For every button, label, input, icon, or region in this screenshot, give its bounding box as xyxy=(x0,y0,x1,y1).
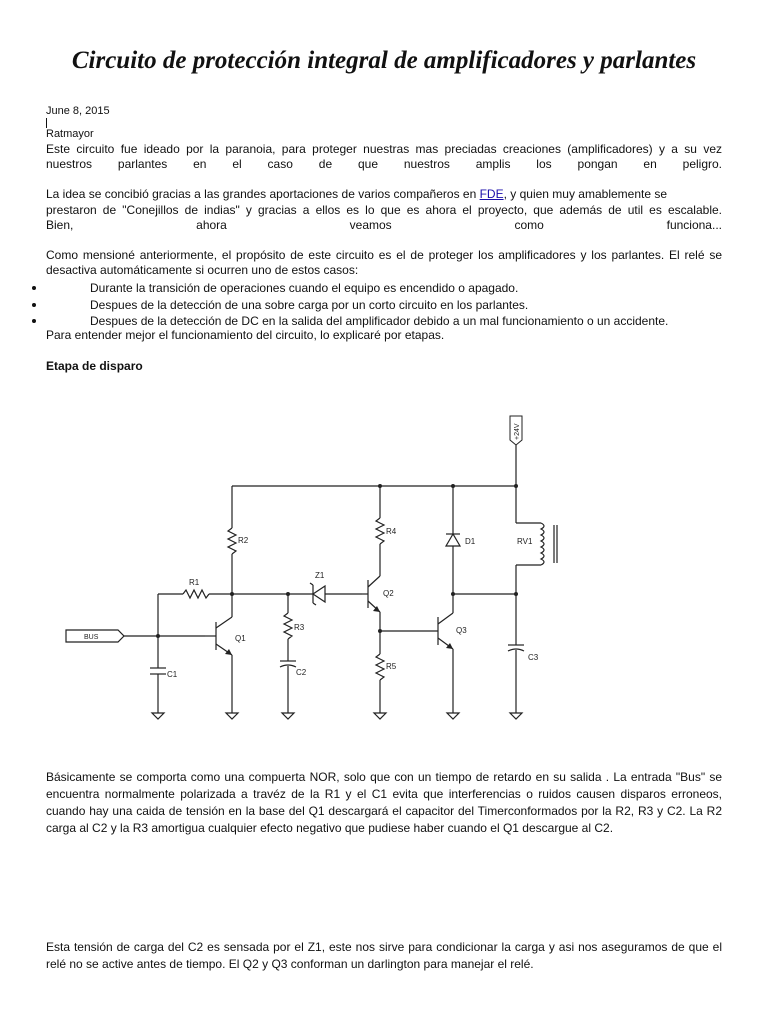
label-r2: R2 xyxy=(238,536,249,545)
para4: Para entender mejor el funcionamiento del circuito, lo explicaré por etapas. xyxy=(46,328,445,342)
post-author[interactable]: Ratmayor xyxy=(46,128,94,140)
para6: Esta tensión de carga del C2 es sensada por el Z1, este nos sirve para condicionar la carga y asi nos aseguramos de que el relé no se active antes de tiempo. El Q2 y Q3 conforman un darlington para manejar el relé. xyxy=(46,940,722,971)
label-c3: C3 xyxy=(528,653,539,662)
para3-line-1: Como mensioné anteriormente, el propósito de este circuito es el de proteger los amplificadores y los parlantes. El relé se xyxy=(46,248,722,262)
para2-line-1 xyxy=(46,187,722,203)
label-rv1: RV1 xyxy=(517,537,533,546)
conditions-list xyxy=(32,280,722,330)
list-item-text: Despues de la detección de una sobre carga por un corto circuito en los parlantes. xyxy=(90,297,529,312)
list-item xyxy=(32,280,722,297)
para2-text-post: , y quien muy amablemente se xyxy=(503,187,668,201)
circuit-junctions xyxy=(156,484,518,638)
label-q1: Q1 xyxy=(235,634,246,643)
article-title: Circuito de protección integral de amplificadores y parlantes xyxy=(71,47,697,74)
para5: Básicamente se comporta como una compuerta NOR, solo que con un tiempo de retardo en su salida . La entrada "Bus" se encuentra normalmente polarizada a travéz de la R1 y el C1 evita que interferencias o ruidos causen disparos erroneos, cuando hay una caida de tensión en la base del Q1 descargará el capacitor del Timerconformados por la R2, R3 y C2. La R2 carga al C2 y la R3 amortigua cualquier efecto negativo que pudiese haber cuando el Q1 descargue al C2. xyxy=(46,770,722,835)
para3-line-2: desactiva automáticamente si ocurren uno de estos casos: xyxy=(46,263,359,277)
label-c1: C1 xyxy=(167,670,178,679)
bullet-icon xyxy=(32,319,36,323)
label-z1: Z1 xyxy=(315,571,325,580)
circuit-wires xyxy=(66,445,557,719)
bus-label: BUS xyxy=(84,634,99,641)
circuit-schematic xyxy=(0,395,768,735)
para2-line-3: Bien, ahora veamos como funciona... xyxy=(46,218,722,232)
label-c2: C2 xyxy=(296,668,307,677)
bullet-icon xyxy=(32,303,36,307)
label-d1: D1 xyxy=(465,537,476,546)
supply-label: +24V xyxy=(514,423,521,440)
label-r5: R5 xyxy=(386,662,397,671)
intro-line-2: nuestros parlantes en el caso de que nuestros amplis los pongan en peligro. xyxy=(46,157,722,171)
bullet-icon xyxy=(32,286,36,290)
section-heading: Etapa de disparo xyxy=(46,359,143,373)
intro-line-1: Este circuito fue ideado por la paranoia, para proteger nuestras mas preciadas creaciones (amplificadores) y a su vez xyxy=(46,142,722,156)
post-date: June 8, 2015 xyxy=(46,105,110,117)
list-item-text: Despues de la detección de DC en la salida del amplificador debido a un mal funcionamiento o un accidente. xyxy=(90,314,669,328)
list-item xyxy=(32,297,722,314)
label-q3: Q3 xyxy=(456,626,467,635)
label-r3: R3 xyxy=(294,623,305,632)
para2-text-pre: La idea se concibió gracias a las grandes aportaciones de varios compañeros en xyxy=(46,187,480,201)
para2-line-2: prestaron de "Conejillos de indias" y gracias a ellos es lo que es ahora el proyecto, que además de util es escalable. xyxy=(46,203,722,217)
fde-link[interactable]: FDE xyxy=(479,187,504,201)
label-r1: R1 xyxy=(189,578,200,587)
text-cursor xyxy=(46,118,47,128)
list-item-text: Durante la transición de operaciones cuando el equipo es encendido o apagado. xyxy=(90,281,519,295)
label-r4: R4 xyxy=(386,527,397,536)
label-q2: Q2 xyxy=(383,589,394,598)
